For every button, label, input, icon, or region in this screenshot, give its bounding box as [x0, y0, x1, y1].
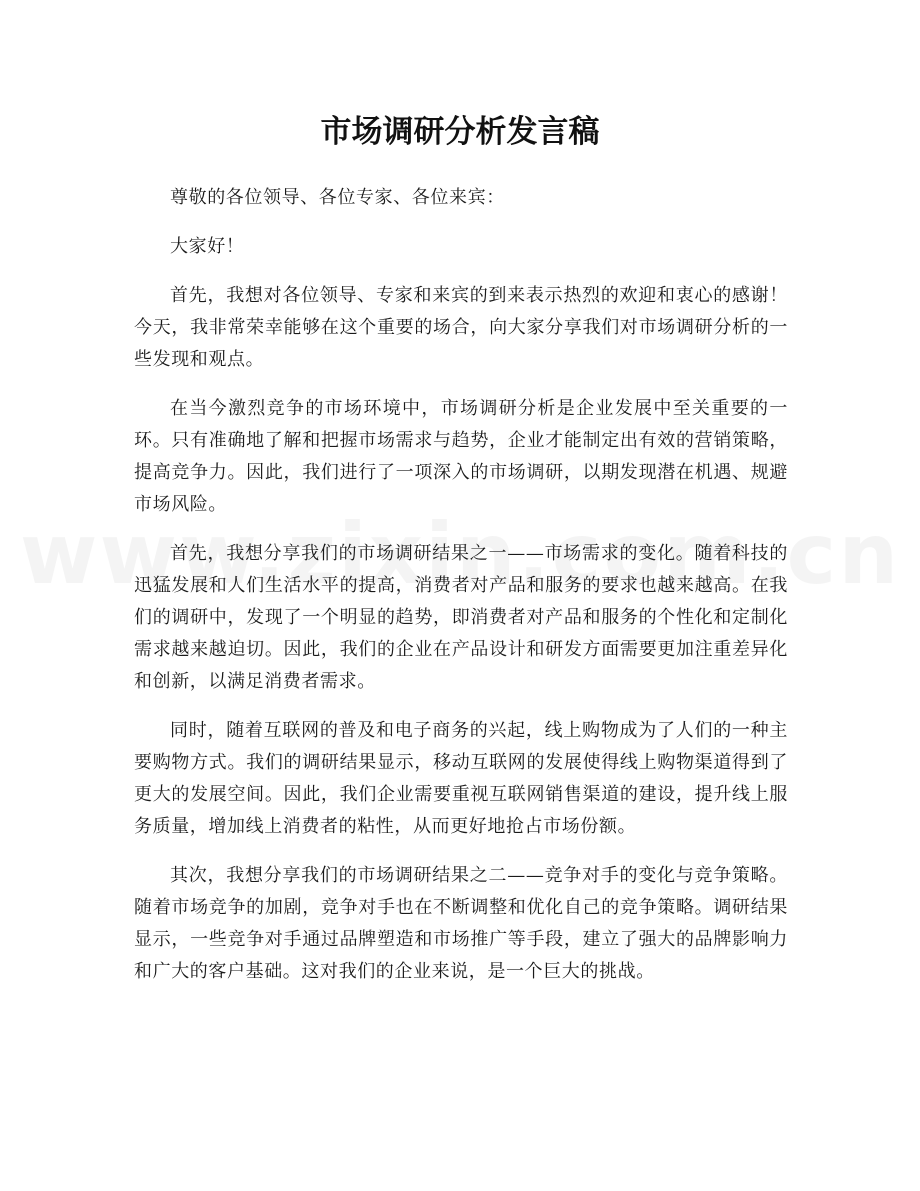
- document-body: [134, 182, 788, 1005]
- paragraph-demand-change: 首先，我想分享我们的市场调研结果之一——市场需求的变化。随着科技的迅猛发展和人们生活水平的提高，消费者对产品和服务的要求也越来越高。在我们的调研中，发现了一个明显的趋势，即消费者对产品和服务的个性化和定制化需求越来越迫切。因此，我们的企业在产品设计和研发方面需要更加注重差异化和创新，以满足消费者需求。: [134, 543, 788, 692]
- paragraph-competitors: 其次，我想分享我们的市场调研结果之二——竞争对手的变化与竞争策略。随着市场竞争的加剧，竞争对手也在不断调整和优化自己的竞争策略。调研结果显示，一些竞争对手通过品牌塑造和市场推广等手段，建立了强大的品牌影响力和广大的客户基础。这对我们的企业来说，是一个巨大的挑战。: [134, 865, 788, 982]
- salutation: 尊敬的各位领导、各位专家、各位来宾：: [170, 187, 505, 208]
- greeting: 大家好！: [170, 236, 245, 257]
- paragraph-background: 在当今激烈竞争的市场环境中，市场调研分析是企业发展中至关重要的一环。只有准确地了解和把握市场需求与趋势，企业才能制定出有效的营销策略，提高竞争力。因此，我们进行了一项深入的市场调研，以期发现潜在机遇、规避市场风险。: [134, 398, 788, 515]
- paragraph-online-shopping: 同时，随着互联网的普及和电子商务的兴起，线上购物成为了人们的一种主要购物方式。我们的调研结果显示，移动互联网的发展使得线上购物渠道得到了更大的发展空间。因此，我们企业需要重视互联网销售渠道的建设，提升线上服务质量，增加线上消费者的粘性，从而更好地抢占市场份额。: [134, 720, 788, 837]
- page-title: 市场调研分析发言稿: [320, 114, 600, 150]
- paragraph-welcome: 首先，我想对各位领导、专家和来宾的到来表示热烈的欢迎和衷心的感谢！今天，我非常荣幸能够在这个重要的场合，向大家分享我们对市场调研分析的一些发现和观点。: [134, 285, 788, 370]
